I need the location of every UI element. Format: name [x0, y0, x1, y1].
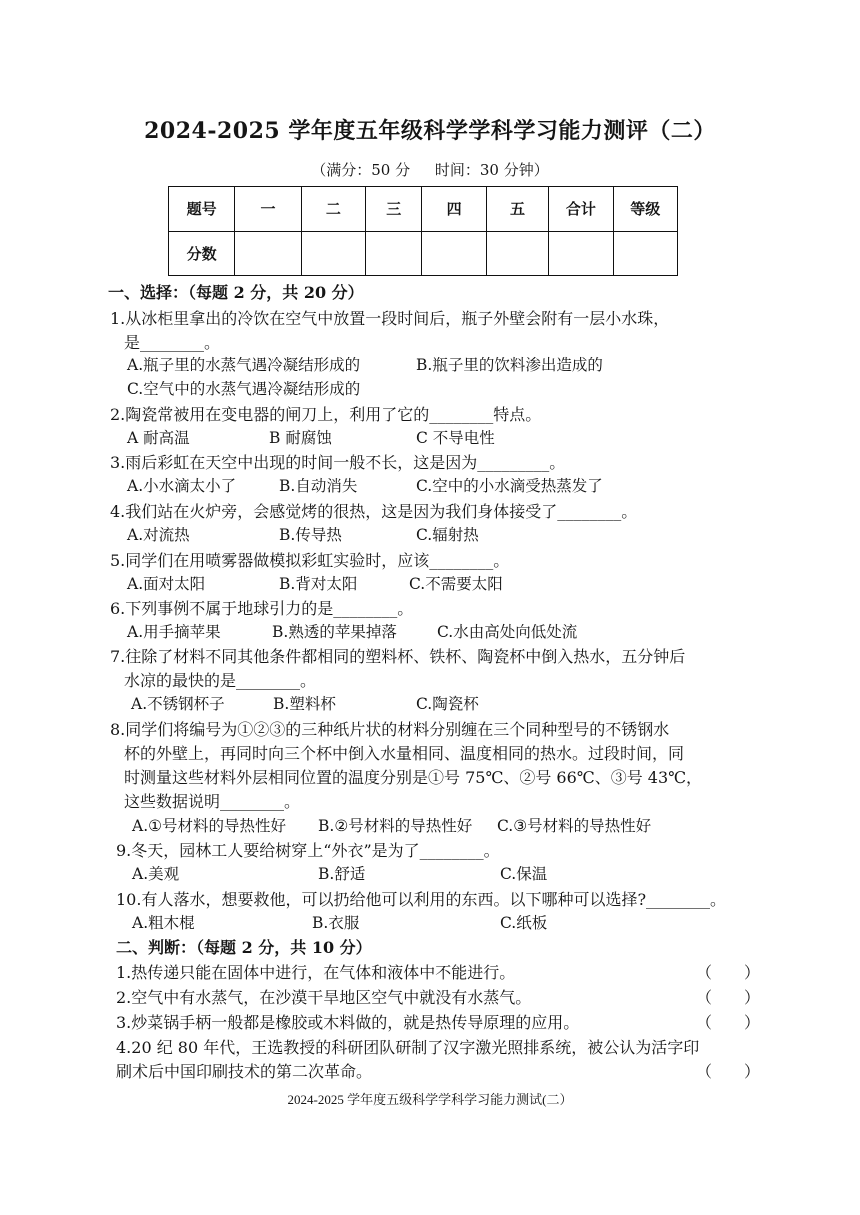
question-5-option-c[interactable]: C.不需要太阳 — [409, 575, 503, 593]
judge-1-text: 1.热传递只能在固体中进行，在气体和液体中不能进行。 — [116, 963, 516, 982]
score-table-header-row — [169, 187, 678, 232]
section-heading-judge: 二、判断：（每题 2 分，共 10 分） — [116, 938, 372, 957]
question-8-option-c[interactable]: C.③号材料的导热性好 — [497, 817, 652, 835]
question-6-text: 6.下列事例不属于地球引力的是________。 — [110, 599, 414, 618]
score-table-score-row — [169, 231, 678, 276]
judge-4-answer-box[interactable]: （ ） — [696, 1062, 761, 1081]
judge-2-answer-box[interactable]: （ ） — [696, 988, 761, 1007]
score-table-header-cell: 三 — [366, 187, 422, 232]
question-6-option-c[interactable]: C.水由高处向低处流 — [437, 623, 578, 641]
question-10-option-b[interactable]: B.衣服 — [312, 914, 360, 932]
question-1-option-c[interactable]: C.空气中的水蒸气遇冷凝结形成的 — [127, 380, 361, 398]
question-2-option-b[interactable]: B 耐腐蚀 — [269, 429, 332, 447]
judge-4-text: 4.20 纪 80 年代，王选教授的科研团队研制了汉字激光照排系统，被公认为活字印 — [116, 1038, 700, 1057]
question-7-option-c[interactable]: C.陶瓷杯 — [416, 695, 479, 713]
question-4-option-b[interactable]: B.传导热 — [279, 526, 342, 544]
question-9-option-c[interactable]: C.保温 — [500, 865, 548, 883]
question-4-option-c[interactable]: C.辐射热 — [416, 526, 479, 544]
question-7-option-b[interactable]: B.塑料杯 — [273, 695, 336, 713]
question-1-text: 1.从冰柜里拿出的冷饮在空气中放置一段时间后，瓶子外壁会附有一层小水珠， — [110, 309, 670, 328]
question-1-option-b[interactable]: B.瓶子里的饮料渗出造成的 — [416, 356, 603, 374]
question-8-option-a[interactable]: A.①号材料的导热性好 — [132, 817, 287, 835]
question-3-option-b[interactable]: B.自动消失 — [279, 477, 358, 495]
score-cell[interactable] — [613, 231, 677, 276]
question-9-option-b[interactable]: B.舒适 — [318, 865, 366, 883]
question-2-option-a[interactable]: A 耐高温 — [127, 429, 190, 447]
question-2-option-c[interactable]: C 不导电性 — [416, 429, 495, 447]
question-9-text: 9.冬天，园林工人要给树穿上“外衣”是为了________。 — [116, 841, 500, 860]
judge-3-answer-box[interactable]: （ ） — [696, 1013, 761, 1032]
score-cell[interactable] — [301, 231, 365, 276]
score-cell[interactable] — [422, 231, 486, 276]
question-8-text: 杯的外壁上，再同时向三个杯中倒入水量相同、温度相同的热水。过段时间，同 — [124, 744, 685, 763]
judge-3-text: 3.炒菜锅手柄一般都是橡胶或木料做的，就是热传导原理的应用。 — [116, 1013, 580, 1032]
judge-4-text: 刷术后中国印刷技术的第二次革命。 — [116, 1062, 373, 1081]
question-3-option-c[interactable]: C.空中的小水滴受热蒸发了 — [416, 477, 603, 495]
question-2-text: 2.陶瓷常被用在变电器的闸刀上，利用了它的________特点。 — [110, 405, 542, 424]
score-row-label: 分数 — [169, 231, 235, 276]
question-9-option-a[interactable]: A.美观 — [132, 865, 180, 883]
question-8-text: 时测量这些材料外层相同位置的温度分别是①号 75℃、②号 66℃、③号 43℃， — [124, 768, 703, 787]
question-8-text: 这些数据说明________。 — [124, 792, 301, 811]
question-8-option-b[interactable]: B.②号材料的导热性好 — [318, 817, 473, 835]
question-5-option-a[interactable]: A.面对太阳 — [127, 575, 206, 593]
question-4-text: 4.我们站在火炉旁，会感觉烤的很热，这是因为我们身体接受了________。 — [110, 502, 638, 521]
exam-title: 2024-2025 学年度五年级科学学科学习能力测评（二） — [144, 118, 716, 144]
question-7-option-a[interactable]: A.不锈钢杯子 — [131, 695, 225, 713]
score-table-header-cell: 五 — [486, 187, 548, 232]
question-5-option-b[interactable]: B.背对太阳 — [279, 575, 358, 593]
score-table — [168, 186, 678, 276]
question-4-option-a[interactable]: A.对流热 — [127, 526, 190, 544]
question-7-text: 7.往除了材料不同其他条件都相同的塑料杯、铁杯、陶瓷杯中倒入热水，五分钟后 — [110, 647, 686, 666]
score-table-header-cell: 一 — [235, 187, 301, 232]
time-limit: 时间：30 分钟） — [434, 161, 549, 179]
question-10-option-c[interactable]: C.纸板 — [500, 914, 548, 932]
score-cell[interactable] — [549, 231, 613, 276]
question-7-text: 水凉的最快的是________。 — [124, 671, 317, 690]
question-3-text: 3.雨后彩虹在天空中出现的时间一般不长，这是因为_________。 — [110, 453, 566, 472]
question-6-option-b[interactable]: B.熟透的苹果掉落 — [272, 623, 397, 641]
score-cell[interactable] — [366, 231, 422, 276]
full-score: （满分：50 分 — [311, 161, 411, 179]
judge-2-text: 2.空气中有水蒸气，在沙漠干旱地区空气中就没有水蒸气。 — [116, 988, 532, 1007]
score-cell[interactable] — [486, 231, 548, 276]
score-cell[interactable] — [235, 231, 301, 276]
question-10-option-a[interactable]: A.粗木棍 — [132, 914, 195, 932]
question-1-option-a[interactable]: A.瓶子里的水蒸气遇冷凝结形成的 — [127, 356, 361, 374]
question-8-text: 8.同学们将编号为①②③的三种纸片状的材料分别缠在三个同种型号的不锈钢水 — [110, 720, 670, 739]
exam-subtitle — [0, 159, 860, 180]
question-6-option-a[interactable]: A.用手摘苹果 — [127, 623, 221, 641]
score-table-header-cell: 四 — [422, 187, 486, 232]
score-table-header-cell: 合计 — [549, 187, 613, 232]
question-10-text: 10.有人落水，想要救他，可以扔给他可以利用的东西。以下哪种可以选择?________。 — [116, 890, 727, 909]
score-table-header-cell: 二 — [301, 187, 365, 232]
page-footer: 2024-2025 学年度五级科学学科学习能力测试(二） — [287, 1092, 573, 1107]
score-table-header-cell: 题号 — [169, 187, 235, 232]
question-3-option-a[interactable]: A.小水滴太小了 — [127, 477, 237, 495]
question-5-text: 5.同学们在用喷雾器做模拟彩虹实验时，应该________。 — [110, 551, 510, 570]
section-heading-choice: 一、选择：（每题 2 分，共 20 分） — [108, 283, 364, 302]
judge-1-answer-box[interactable]: （ ） — [696, 963, 761, 982]
question-1-text: 是________。 — [124, 333, 221, 352]
score-table-header-cell: 等级 — [613, 187, 677, 232]
